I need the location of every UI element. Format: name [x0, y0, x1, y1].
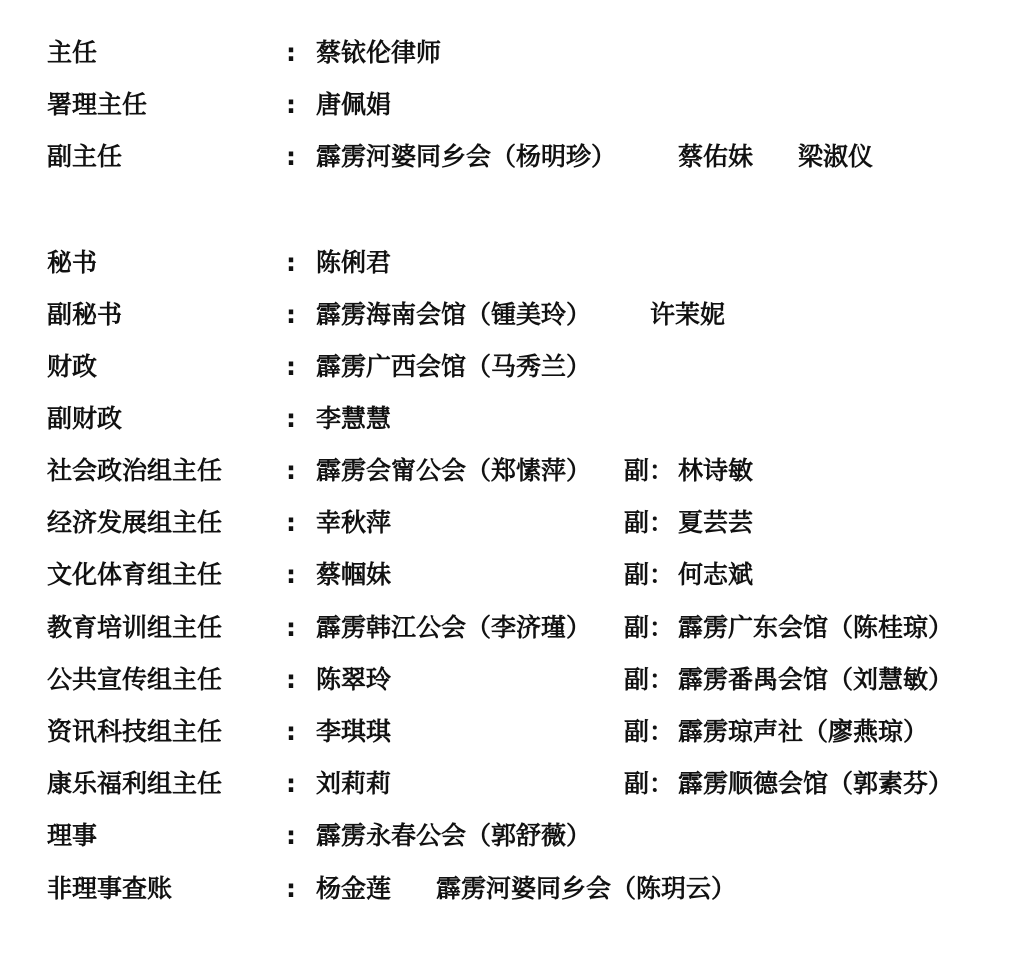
role-title: 秘书	[47, 248, 98, 277]
colon-separator: :	[286, 404, 296, 433]
role-title: 理事	[47, 821, 98, 850]
role-title: 主任	[47, 38, 98, 67]
colon-separator: :	[286, 300, 296, 329]
colon-separator: :	[286, 38, 296, 67]
deputy-label: 副：	[624, 456, 675, 485]
role-title: 康乐福利组主任	[47, 769, 223, 798]
colon-separator: :	[286, 717, 296, 746]
roster-row-social-politics	[0, 453, 1024, 489]
deputy-name: 霹雳顺德会馆（郭素芬）	[678, 769, 954, 798]
colon-separator: :	[286, 874, 296, 903]
member-name: 霹雳广西会馆（马秀兰）	[316, 352, 592, 381]
roster-row-vice-chairman	[0, 139, 1024, 175]
colon-separator: :	[286, 352, 296, 381]
roster-row-acting-chairman	[0, 87, 1024, 123]
roster-row-treasurer	[0, 349, 1024, 385]
roster-row-vice-secretary	[0, 297, 1024, 333]
role-title: 经济发展组主任	[47, 508, 223, 537]
colon-separator: :	[286, 142, 296, 171]
roster-row-recreation-welfare	[0, 766, 1024, 802]
role-title: 教育培训组主任	[47, 613, 223, 642]
colon-separator: :	[286, 613, 296, 642]
member-name-extra: 许茉妮	[650, 300, 726, 329]
roster-row-secretary	[0, 245, 1024, 281]
roster-row-vice-treasurer	[0, 401, 1024, 437]
member-name: 霹雳会甯公会（郑愫萍）	[316, 456, 592, 485]
deputy-name: 林诗敏	[678, 456, 754, 485]
role-title: 社会政治组主任	[47, 456, 223, 485]
roster-row-economic-development	[0, 505, 1024, 541]
colon-separator: :	[286, 456, 296, 485]
member-name: 霹雳韩江公会（李济瑾）	[316, 613, 592, 642]
deputy-name: 夏芸芸	[678, 508, 754, 537]
colon-separator: :	[286, 248, 296, 277]
role-title: 财政	[47, 352, 98, 381]
member-name: 李慧慧	[316, 404, 392, 433]
member-name-extra: 蔡佑妹	[678, 142, 754, 171]
role-title: 副秘书	[47, 300, 123, 329]
roster-row-public-relations	[0, 662, 1024, 698]
role-title: 非理事查账	[47, 874, 173, 903]
deputy-label: 副：	[624, 665, 675, 694]
colon-separator: :	[286, 560, 296, 589]
role-title: 文化体育组主任	[47, 560, 223, 589]
member-name: 蔡帼妹	[316, 560, 392, 589]
deputy-name: 何志斌	[678, 560, 754, 589]
member-name: 刘莉莉	[316, 769, 392, 798]
roster-row-information-technology	[0, 714, 1024, 750]
deputy-label: 副：	[624, 560, 675, 589]
role-title: 资讯科技组主任	[47, 717, 223, 746]
member-name: 陈翠玲	[316, 665, 392, 694]
member-name: 霹雳永春公会（郭舒薇）	[316, 821, 592, 850]
deputy-name: 霹雳琼声社（廖燕琼）	[678, 717, 929, 746]
roster-row-chairman	[0, 35, 1024, 71]
deputy-label: 副：	[624, 769, 675, 798]
roster-row-auditor	[0, 871, 1024, 907]
member-name: 霹雳海南会馆（锺美玲）	[316, 300, 592, 329]
member-name: 杨金莲	[316, 874, 392, 903]
deputy-label: 副：	[624, 613, 675, 642]
colon-separator: :	[286, 769, 296, 798]
member-name-extra: 梁淑仪	[798, 142, 874, 171]
member-name: 唐佩娟	[316, 90, 392, 119]
member-name: 霹雳河婆同乡会（杨明珍）	[316, 142, 617, 171]
role-title: 公共宣传组主任	[47, 665, 223, 694]
roster-row-committee-member	[0, 818, 1024, 854]
member-name: 蔡铱伦律师	[316, 38, 442, 67]
member-name: 陈俐君	[316, 248, 392, 277]
role-title: 副主任	[47, 142, 123, 171]
deputy-label: 副：	[624, 508, 675, 537]
deputy-name: 霹雳番禺会馆（刘慧敏）	[678, 665, 954, 694]
roster-row-education-training	[0, 610, 1024, 646]
colon-separator: :	[286, 90, 296, 119]
member-name: 幸秋萍	[316, 508, 392, 537]
colon-separator: :	[286, 821, 296, 850]
member-name: 李琪琪	[316, 717, 392, 746]
deputy-label: 副：	[624, 717, 675, 746]
role-title: 署理主任	[47, 90, 148, 119]
role-title: 副财政	[47, 404, 123, 433]
deputy-name: 霹雳广东会馆（陈桂琼）	[678, 613, 954, 642]
colon-separator: :	[286, 665, 296, 694]
colon-separator: :	[286, 508, 296, 537]
roster-row-culture-sports	[0, 557, 1024, 593]
member-name-extra: 霹雳河婆同乡会（陈玥云）	[436, 874, 737, 903]
